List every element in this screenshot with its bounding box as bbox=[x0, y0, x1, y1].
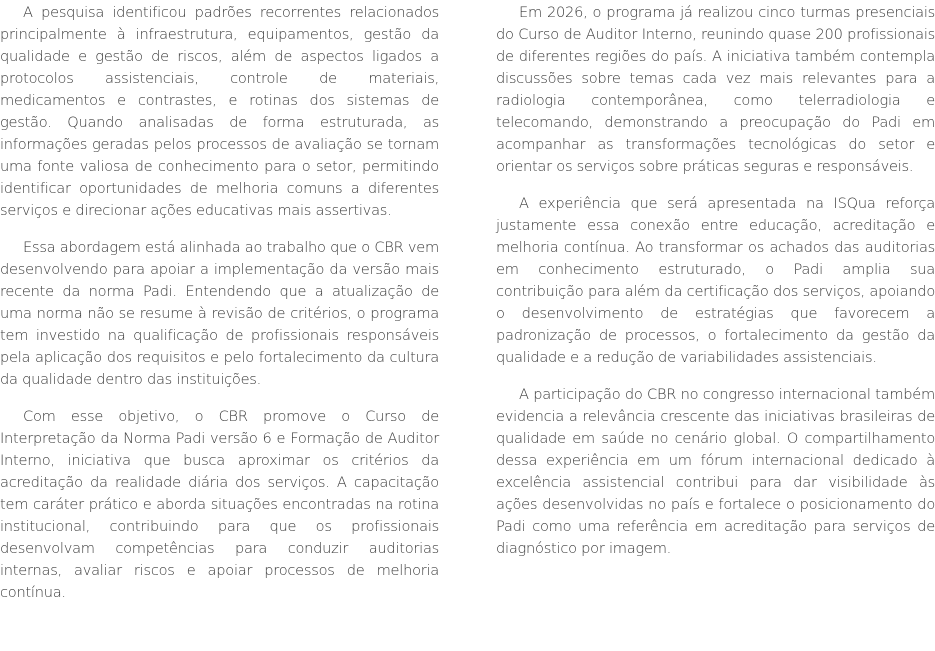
paragraph: Com esse objetivo, o CBR promove o Curso de Interpretação da Norma Padi versão 6 e Formação de Auditor Interno, iniciativa que busca aproximar os critérios da acreditação da realidade diária dos serviços. A capacitação tem caráter prático e aborda situações encontradas na rotina institucional, contribuindo para que os profissionais desenvolvam competências para conduzir auditorias internas, avaliar riscos e apoiar processos de melhoria contínua. bbox=[0, 408, 439, 601]
paragraph: A pesquisa identificou padrões recorrentes relacionados principalmente à infraestrutura, equipamentos, gestão da qualidade e gestão de riscos, além de aspectos ligados a protocolos assistenciais, controle de materiais, medicamentos e contrastes, e rotinas dos sistemas de gestão. Quando analisadas de forma estruturada, as informações geradas pelos processos de avaliação se tornam uma fonte valiosa de conhecimento para o setor, permitindo identificar oportunidades de melhoria comuns a diferentes serviços e direcionar ações educativas mais assertivas. bbox=[0, 4, 439, 219]
paragraph: A participação do CBR no congresso internacional também evidencia a relevância crescente das iniciativas brasileiras de qualidade em saúde no cenário global. O compartilhamento dessa experiência em um fórum internacional dedicado à excelência assistencial contribui para dar visibilidade às ações desenvolvidas no país e fortalece o posicionamento do Padi como uma referência em acreditação para serviços de diagnóstico por imagem. bbox=[496, 386, 935, 557]
article-column-right bbox=[496, 2, 935, 575]
paragraph: Em 2026, o programa já realizou cinco turmas presenciais do Curso de Auditor Interno, reunindo quase 200 profissionais de diferentes regiões do país. A iniciativa também contempla discussões sobre temas cada vez mais relevantes para a radiologia contemporânea, como telerradiologia e telecomando, demonstrando a preocupação do Padi em acompanhar as transformações tecnológicas do setor e orientar os serviços sobre práticas seguras e responsáveis. bbox=[496, 4, 935, 175]
paragraph: Essa abordagem está alinhada ao trabalho que o CBR vem desenvolvendo para apoiar a implementação da versão mais recente da norma Padi. Entendendo que a atualização de uma norma não se resume à revisão de critérios, o programa tem investido na qualificação de profissionais responsáveis pela aplicação dos requisitos e pelo fortalecimento da cultura da qualidade dentro das instituições. bbox=[0, 239, 439, 388]
article-column-left bbox=[0, 2, 439, 619]
paragraph: A experiência que será apresentada na ISQua reforça justamente essa conexão entre educação, acreditação e melhoria contínua. Ao transformar os achados das auditorias em conhecimento estruturado, o Padi amplia sua contribuição para além da certificação dos serviços, apoiando o desenvolvimento de estratégias que favorecem a padronização de processos, o fortalecimento da gestão da qualidade e a redução de variabilidades assistenciais. bbox=[496, 195, 935, 366]
